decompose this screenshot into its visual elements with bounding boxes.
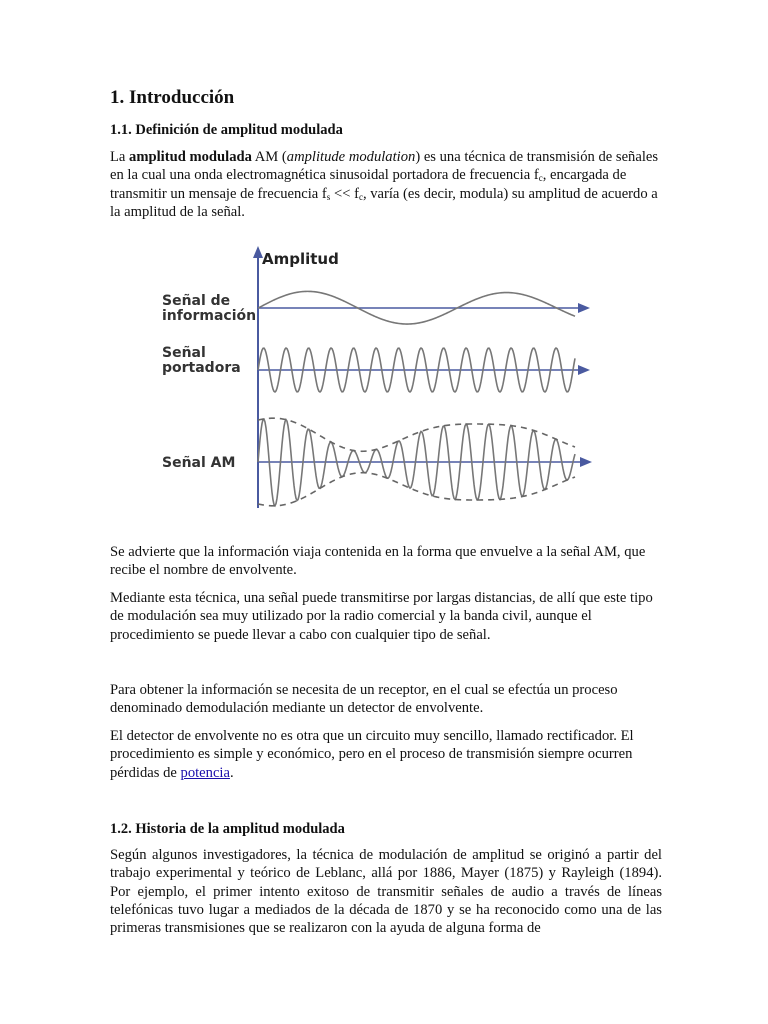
subsection-title-historia: 1.2. Historia de la amplitud modulada	[110, 821, 345, 837]
am-signal-diagram	[150, 240, 610, 518]
label-senal-portadora-1: Señal	[162, 345, 206, 361]
label-senal-portadora-2: portadora	[162, 360, 241, 376]
paragraph-receptor: Para obtener la información se necesita de un receptor, en el cual se efectúa un proceso denominado demodulación mediante un detector de envolvente.	[110, 682, 618, 717]
link-potencia[interactable]: potencia	[180, 764, 230, 781]
label-senal-am: Señal AM	[162, 455, 236, 471]
paragraph-historia: Según algunos investigadores, la técnica de modulación de amplitud se originó a partir del trabajo experimental y teórico de Leblanc, allá por 1886, Mayer (1875) y Rayleigh (1894). Por ejemplo, el primer intento exitoso de transmitir señales de audio a través de líneas telefónicas tuvo lugar a mediados de la década de 1870 y se ha reconocido como una de las primeras transmisiones que se realizaron con la ayuda de alguna forma de	[110, 847, 662, 937]
label-senal-informacion-2: información	[162, 308, 257, 324]
am-diagram-svg	[150, 240, 610, 518]
label-senal-informacion-1: Señal de	[162, 293, 231, 309]
info-time-axis-arrow	[578, 303, 590, 313]
term-amplitud-modulada: amplitud modulada	[129, 149, 252, 165]
am-envelope-lower	[258, 473, 575, 506]
carrier-time-axis-arrow	[578, 365, 590, 375]
paragraph-detector: El detector de envolvente no es otra que un circuito muy sencillo, llamado rectificador. El procedimiento es simple y económico, pero en el proceso de transmisión siempre ocurren pérdidas de potencia.	[110, 728, 634, 781]
term-amplitude-modulation: amplitude modulation	[286, 149, 416, 165]
subsection-title-definicion: 1.1. Definición de amplitud modulada	[110, 122, 343, 138]
amplitude-axis-label: Amplitud	[262, 250, 339, 268]
paragraph-envolvente: Se advierte que la información viaja contenida en la forma que envuelve a la señal AM, que recibe el nombre de envolvente.	[110, 544, 646, 579]
am-time-axis-arrow	[580, 457, 592, 467]
section-title-introduccion: 1. Introducción	[110, 87, 235, 108]
paragraph-definicion: La amplitud modulada AM (amplitude modulation) es una técnica de transmisión de señales en la cual una onda electromagnética sinusoidal portadora de frecuencia $f_c$, encargada de transmitir un mensaje de frecuencia $f_s << f_c$, varía (es decir, modula) su amplitud de acuerdo a la amplitud de la señal.	[110, 149, 659, 220]
paragraph-tecnica: Mediante esta técnica, una señal puede transmitirse por largas distancias, de allí que este tipo de modulación sea muy utilizado por la radio comercial y la banda civil, aunque el procedimiento se puede llevar a cabo con cualquier tipo de señal.	[110, 590, 653, 643]
